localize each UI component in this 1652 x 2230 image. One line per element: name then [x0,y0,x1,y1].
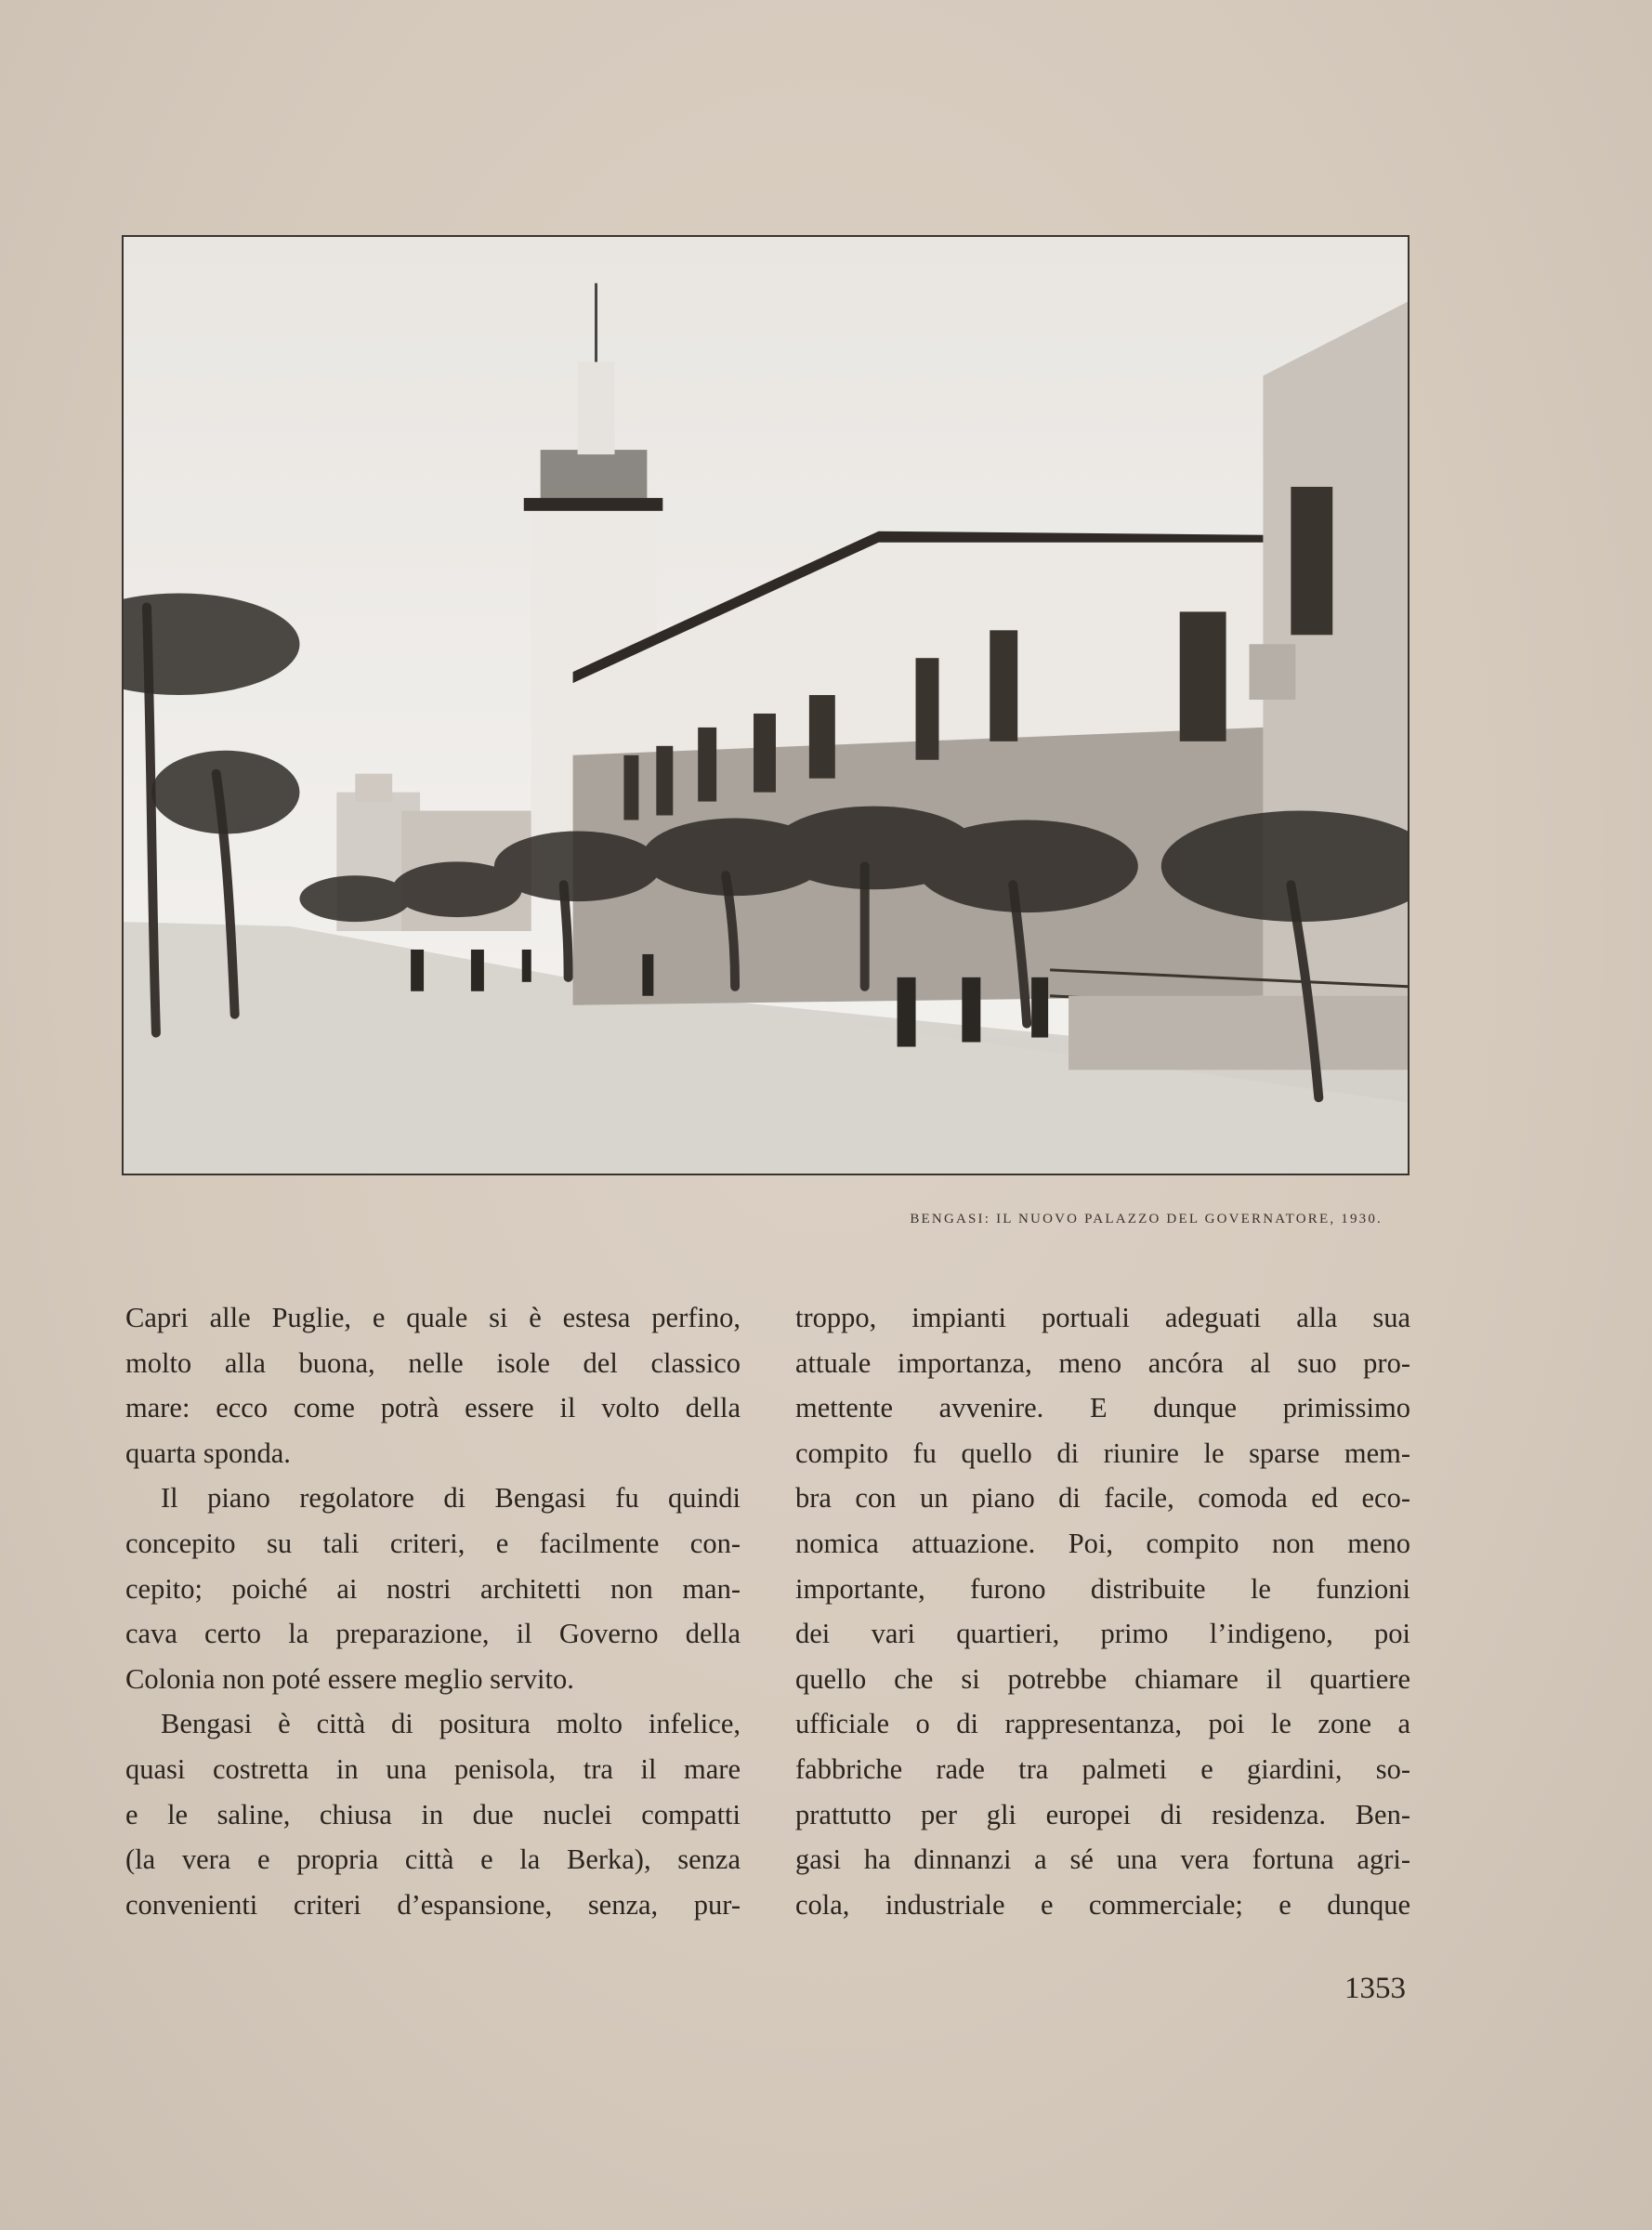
text-line: cava certo la preparazione, il Governo della [125,1618,741,1650]
text-line: Bengasi è città di positura molto infelice, [161,1708,741,1740]
text-line: e le saline, chiusa in due nuclei compatti [125,1798,741,1830]
text-line: fabbriche rade tra palmeti e giardini, so- [795,1752,1410,1785]
text-line: quarta sponda. [125,1436,291,1469]
text-line: quasi costretta in una penisola, tra il mare [125,1752,741,1785]
text-line: Capri alle Puglie, e quale si è estesa perfino, [125,1302,741,1333]
text-line: gasi ha dinnanzi a sé una vera fortuna agri- [795,1843,1410,1876]
text-line: molto alla buona, nelle isole del classico [125,1346,741,1379]
photograph-governor-palace [122,235,1409,1175]
text-line: Colonia non poté essere meglio servito. [125,1662,574,1695]
text-line: attuale importanza, meno ancóra al suo pro- [795,1346,1410,1379]
photo-caption: BENGASI: IL NUOVO PALAZZO DEL GOVERNATORE, 1930. [910,1212,1383,1226]
text-column-left [125,1295,741,1927]
text-line: concepito su tali criteri, e facilmente con- [125,1527,741,1559]
text-line: cola, industriale e commerciale; e dunque [795,1888,1410,1921]
text-line: bra con un piano di facile, comoda ed eco- [795,1482,1410,1515]
text-line: (la vera e propria città e la Berka), senza [125,1843,741,1876]
text-line: convenienti criteri d’espansione, senza, pur- [125,1888,741,1921]
text-line: cepito; poiché ai nostri architetti non man- [125,1572,741,1605]
text-line: prattutto per gli europei di residenza. Ben- [795,1798,1410,1830]
text-line: importante, furono distribuite le funzioni [795,1572,1410,1605]
text-line: mare: ecco come potrà essere il volto della [125,1392,741,1424]
text-line: troppo, impianti portuali adeguati alla sua [795,1302,1410,1333]
text-line: compito fu quello di riunire le sparse mem- [795,1436,1410,1469]
photo-illustration [124,237,1408,1174]
text-line: quello che si potrebbe chiamare il quartiere [795,1662,1410,1695]
text-line: Il piano regolatore di Bengasi fu quindi [161,1482,741,1515]
text-line: mettente avvenire. E dunque primissimo [795,1392,1410,1424]
text-line: dei vari quartieri, primo l’indigeno, poi [795,1618,1410,1650]
text-line: ufficiale o di rappresentanza, poi le zone a [795,1708,1410,1740]
text-line: nomica attuazione. Poi, compito non meno [795,1527,1410,1559]
text-column-right [795,1295,1410,1927]
page-number: 1353 [1344,1972,1406,2005]
